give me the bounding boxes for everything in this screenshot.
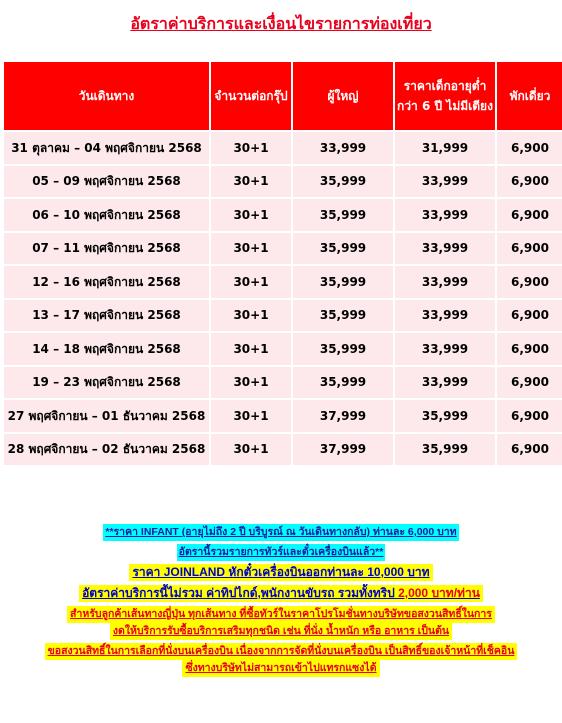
cell-date: 14 – 18 พฤศจิกายน 2568 xyxy=(4,333,209,365)
joinland-note: ราคา JOINLAND หักตั๋วเครื่องบินออกท่านละ 10,000 บาท xyxy=(129,564,432,581)
cell-single: 6,900 xyxy=(497,333,562,365)
table-row xyxy=(4,300,562,332)
notes-section xyxy=(0,524,562,680)
table-header-row xyxy=(4,62,562,130)
cell-single: 6,900 xyxy=(497,434,562,466)
cell-group: 30+1 xyxy=(211,132,291,164)
cell-child: 33,999 xyxy=(395,166,495,198)
cell-single: 6,900 xyxy=(497,367,562,399)
cell-group: 30+1 xyxy=(211,266,291,298)
cell-child: 33,999 xyxy=(395,367,495,399)
condition-line-1: สำหรับลูกค้าเส้นทางญี่ปุ่น ทุกเส้นทาง ที่ซื้อทัวร์ในราคาโปรโมชั่นทางบริษัทขอสงวนสิทธิ์ในการ xyxy=(67,606,495,623)
cell-date: 07 – 11 พฤศจิกายน 2568 xyxy=(4,233,209,265)
cell-date: 06 – 10 พฤศจิกายน 2568 xyxy=(4,199,209,231)
cell-group: 30+1 xyxy=(211,199,291,231)
tip-note xyxy=(79,585,483,602)
cell-adult: 35,999 xyxy=(293,166,393,198)
cell-group: 30+1 xyxy=(211,434,291,466)
cell-adult: 35,999 xyxy=(293,199,393,231)
table-row xyxy=(4,266,562,298)
cell-adult: 35,999 xyxy=(293,300,393,332)
cell-date: 31 ตุลาคม – 04 พฤศจิกายน 2568 xyxy=(4,132,209,164)
header-single: พักเดี่ยว xyxy=(497,62,562,130)
cell-child: 31,999 xyxy=(395,132,495,164)
infant-note: **ราคา INFANT (อายุไม่ถึง 2 ปี บริบูรณ์ ณ วันเดินทางกลับ) ท่านละ 6,000 บาท xyxy=(103,524,458,541)
cell-group: 30+1 xyxy=(211,367,291,399)
cell-child: 35,999 xyxy=(395,434,495,466)
condition-line-2: งดให้บริการรับซื้อบริการเสริมทุกชนิด เช่น ที่นั่ง น้ำหนัก หรือ อาหาร เป็นต้น xyxy=(110,623,452,640)
header-date: วันเดินทาง xyxy=(4,62,209,130)
table-row xyxy=(4,166,562,198)
included-note: อัตรานี้รวมรายการทัวร์และตั๋วเครื่องบินแล้ว** xyxy=(177,544,386,561)
table-row xyxy=(4,333,562,365)
cell-date: 28 พฤศจิกายน – 02 ธันวาคม 2568 xyxy=(4,434,209,466)
condition-line-4: ซึ่งทางบริษัทไม่สามารถเข้าไปแทรกแซงได้ xyxy=(182,660,379,677)
cell-adult: 35,999 xyxy=(293,333,393,365)
cell-adult: 33,999 xyxy=(293,132,393,164)
cell-date: 05 – 09 พฤศจิกายน 2568 xyxy=(4,166,209,198)
cell-group: 30+1 xyxy=(211,233,291,265)
cell-date: 27 พฤศจิกายน – 01 ธันวาคม 2568 xyxy=(4,400,209,432)
table-row xyxy=(4,233,562,265)
table-row xyxy=(4,434,562,466)
cell-adult: 35,999 xyxy=(293,233,393,265)
cell-child: 33,999 xyxy=(395,199,495,231)
cell-adult: 35,999 xyxy=(293,266,393,298)
cell-single: 6,900 xyxy=(497,166,562,198)
cell-child: 33,999 xyxy=(395,300,495,332)
cell-single: 6,900 xyxy=(497,300,562,332)
cell-group: 30+1 xyxy=(211,166,291,198)
table-row xyxy=(4,199,562,231)
cell-date: 13 – 17 พฤศจิกายน 2568 xyxy=(4,300,209,332)
cell-group: 30+1 xyxy=(211,300,291,332)
header-child: ราคาเด็กอายุต่ำกว่า 6 ปี ไม่มีเตียง xyxy=(395,62,495,130)
cell-date: 12 – 16 พฤศจิกายน 2568 xyxy=(4,266,209,298)
cell-single: 6,900 xyxy=(497,266,562,298)
cell-date: 19 – 23 พฤศจิกายน 2568 xyxy=(4,367,209,399)
cell-adult: 37,999 xyxy=(293,400,393,432)
tip-amount: 2,000 บาท/ท่าน xyxy=(398,586,480,600)
cell-single: 6,900 xyxy=(497,132,562,164)
condition-line-3: ขอสงวนสิทธิ์ในการเลือกที่นั่งบนเครื่องบิน เนื่องจากการจัดที่นั่งบนเครื่องบิน เป็นสิทธิ์ของเจ้าหน้าที่เช็คอิน xyxy=(45,643,518,660)
cell-child: 35,999 xyxy=(395,400,495,432)
header-group: จำนวนต่อกรุ๊ป xyxy=(211,62,291,130)
cell-adult: 35,999 xyxy=(293,367,393,399)
cell-child: 33,999 xyxy=(395,266,495,298)
cell-single: 6,900 xyxy=(497,199,562,231)
cell-adult: 37,999 xyxy=(293,434,393,466)
table-row xyxy=(4,400,562,432)
price-table xyxy=(2,60,562,467)
cell-child: 33,999 xyxy=(395,233,495,265)
cell-single: 6,900 xyxy=(497,400,562,432)
page-title: อัตราค่าบริการและเงื่อนไขรายการท่องเที่ยว xyxy=(130,14,432,33)
cell-group: 30+1 xyxy=(211,333,291,365)
cell-single: 6,900 xyxy=(497,233,562,265)
table-row xyxy=(4,367,562,399)
table-row xyxy=(4,132,562,164)
header-adult: ผู้ใหญ่ xyxy=(293,62,393,130)
tip-text: อัตราค่าบริการนี้ไม่รวม ค่าทิปไกด์,พนักงานขับรถ รวมทั้งทริป xyxy=(82,586,399,600)
cell-child: 33,999 xyxy=(395,333,495,365)
cell-group: 30+1 xyxy=(211,400,291,432)
